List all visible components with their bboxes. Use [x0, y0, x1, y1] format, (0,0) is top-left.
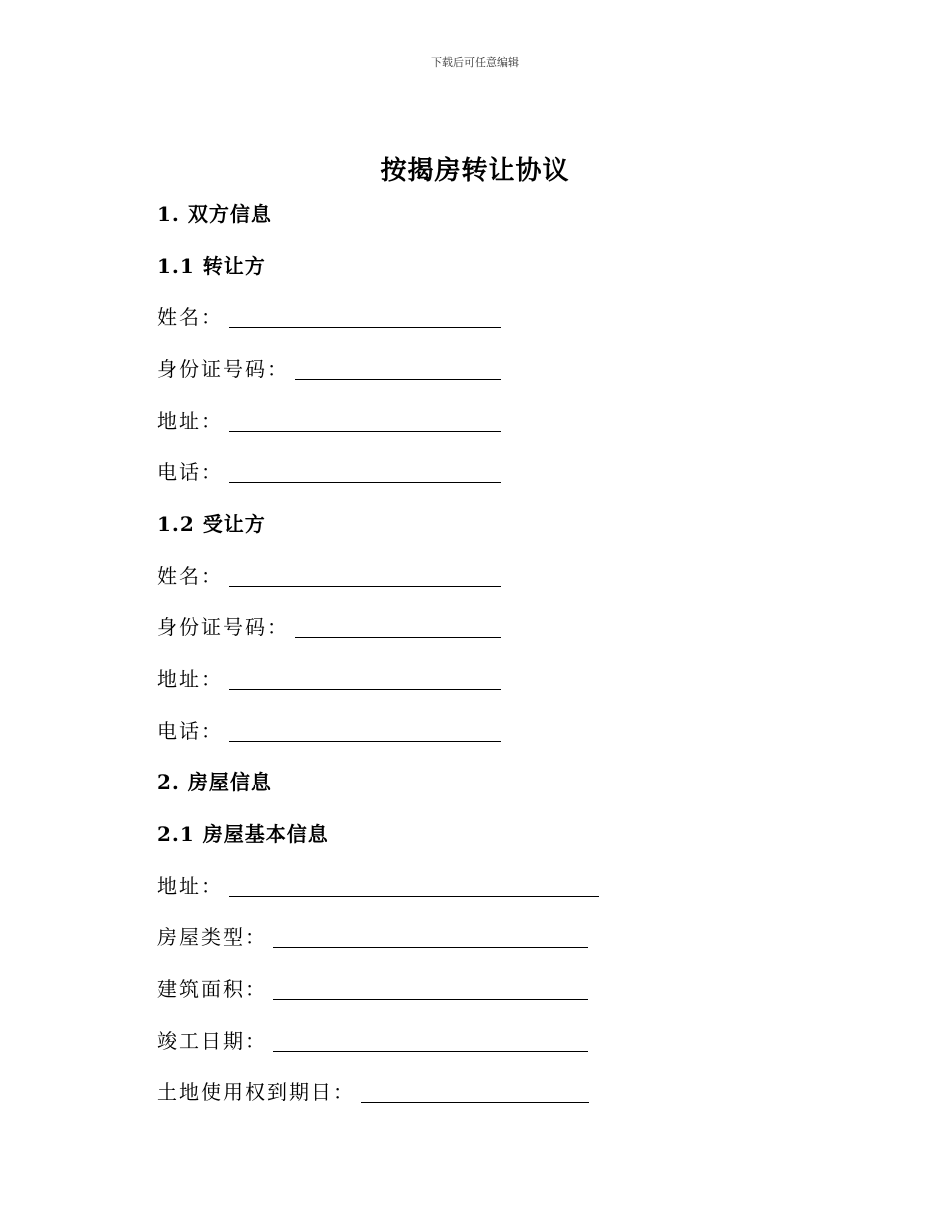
transferee-name-row	[157, 560, 501, 589]
transferee-address-label: 地址：	[157, 667, 223, 691]
section-heading-transferor: 1.1 转让方	[157, 254, 266, 278]
house-type-label: 房屋类型：	[157, 925, 267, 949]
transferor-id-label: 身份证号码：	[157, 357, 289, 381]
house-completion-row	[157, 1025, 588, 1054]
transferee-name-field[interactable]	[229, 585, 501, 587]
house-address-row	[157, 870, 599, 899]
house-completion-field[interactable]	[273, 1050, 588, 1052]
house-area-label: 建筑面积：	[157, 977, 267, 1001]
transferee-phone-field[interactable]	[229, 740, 501, 742]
transferor-name-field[interactable]	[229, 326, 501, 328]
transferor-phone-row	[157, 456, 501, 485]
land-use-expiry-label: 土地使用权到期日：	[157, 1080, 355, 1104]
section-heading-parties: 1. 双方信息	[157, 202, 272, 226]
house-type-field[interactable]	[273, 946, 588, 948]
transferor-phone-label: 电话：	[157, 460, 223, 484]
transferor-address-field[interactable]	[229, 430, 501, 432]
land-use-expiry-row	[157, 1076, 589, 1105]
section-heading-house: 2. 房屋信息	[157, 770, 272, 794]
document-title: 按揭房转让协议	[380, 156, 570, 186]
transferee-phone-label: 电话：	[157, 719, 223, 743]
transferor-phone-field[interactable]	[229, 481, 501, 483]
transferee-phone-row	[157, 715, 501, 744]
land-use-expiry-field[interactable]	[361, 1101, 589, 1103]
transferee-address-field[interactable]	[229, 688, 501, 690]
house-address-label: 地址：	[157, 874, 223, 898]
house-completion-label: 竣工日期：	[157, 1029, 267, 1053]
transferor-id-row	[157, 353, 501, 382]
transferor-address-label: 地址：	[157, 409, 223, 433]
house-area-row	[157, 973, 588, 1002]
header-note: 下载后可任意编辑	[431, 56, 519, 69]
section-heading-house-basic: 2.1 房屋基本信息	[157, 822, 329, 846]
house-address-field[interactable]	[229, 895, 599, 897]
transferor-address-row	[157, 405, 501, 434]
house-type-row	[157, 921, 588, 950]
transferor-name-row	[157, 301, 501, 330]
transferee-id-row	[157, 611, 501, 640]
transferee-id-label: 身份证号码：	[157, 615, 289, 639]
transferor-name-label: 姓名：	[157, 305, 223, 329]
transferee-name-label: 姓名：	[157, 564, 223, 588]
transferor-id-field[interactable]	[295, 378, 501, 380]
house-area-field[interactable]	[273, 998, 588, 1000]
section-heading-transferee: 1.2 受让方	[157, 512, 266, 536]
transferee-id-field[interactable]	[295, 636, 501, 638]
transferee-address-row	[157, 663, 501, 692]
